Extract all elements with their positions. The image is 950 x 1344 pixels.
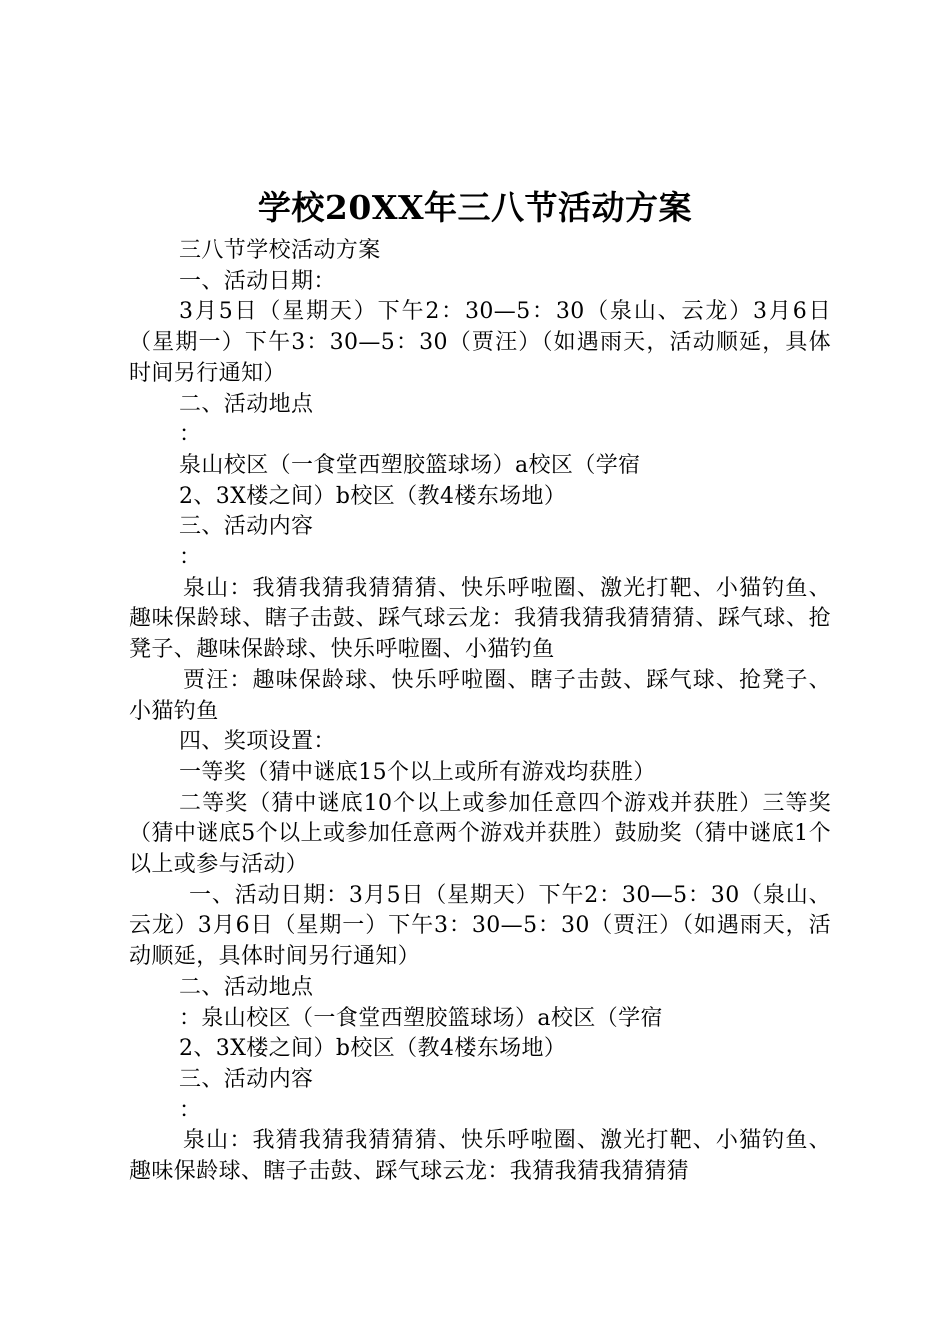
paragraph-location-repeat-1: ：泉山校区（一食堂西塑胶篮球场）a校区（学宿 [179, 1005, 663, 1031]
paragraph-content-jiawang: 贾汪：趣味保龄球、快乐呼啦圈、瞎子击鼓、踩气球、抢凳子、小猫钓鱼 [129, 667, 831, 724]
heading-activity-content-repeat: 三、活动内容 [179, 1066, 314, 1092]
paragraph-location-2: 2、3X楼之间）b校区（教4楼东场地） [179, 483, 567, 509]
document-title: 学校20XX年三八节活动方案 [257, 188, 693, 227]
paragraph-location-repeat-2: 2、3X楼之间）b校区（教4楼东场地） [179, 1036, 567, 1062]
paragraph-colon: ： [179, 422, 202, 448]
heading-awards: 四、奖项设置： [179, 729, 336, 755]
paragraph-colon-repeat: ： [179, 1097, 202, 1123]
paragraph-location-1: 泉山校区（一食堂西塑胶篮球场）a校区（学宿 [179, 452, 641, 478]
paragraph-colon: ： [179, 545, 202, 571]
paragraph-award-first: 一等奖（猜中谜底15个以上或所有游戏均获胜） [179, 759, 656, 785]
paragraph-award-others: 二等奖（猜中谜底10个以上或参加任意四个游戏并获胜）三等奖（猜中谜底5个以上或参加任意两个游戏并获胜）鼓励奖（猜中谜底1个以上或参与活动） [129, 790, 831, 878]
paragraph-activity-date: 3月5日（星期天）下午2：30—5：30（泉山、云龙）3月6日（星期一）下午3：30—5：30（贾汪）（如遇雨天，活动顺延，具体时间另行通知） [129, 299, 831, 386]
document-body [129, 236, 831, 1188]
heading-activity-location-repeat: 二、活动地点 [179, 974, 314, 1000]
paragraph-intro: 三八节学校活动方案 [179, 238, 381, 263]
heading-activity-location: 二、活动地点 [179, 391, 314, 417]
paragraph-content-quanshan-repeat: 泉山：我猜我猜我猜猜猜、快乐呼啦圈、激光打靶、小猫钓鱼、趣味保龄球、瞎子击鼓、踩气球云龙：我猜我猜我猜猜猜 [129, 1128, 831, 1185]
heading-activity-date: 一、活动日期： [179, 268, 336, 294]
paragraph-content-quanshan: 泉山：我猜我猜我猜猜猜、快乐呼啦圈、激光打靶、小猫钓鱼、趣味保龄球、瞎子击鼓、踩气球云龙：我猜我猜我猜猜猜、踩气球、抢凳子、趣味保龄球、快乐呼啦圈、小猫钓鱼 [129, 575, 831, 663]
heading-activity-content: 三、活动内容 [179, 514, 314, 540]
paragraph-activity-date-repeat: 一、活动日期：3月5日（星期天）下午2：30—5：30（泉山、云龙）3月6日（星期一）下午3：30—5：30（贾汪）（如遇雨天，活动顺延，具体时间另行通知） [129, 882, 831, 970]
